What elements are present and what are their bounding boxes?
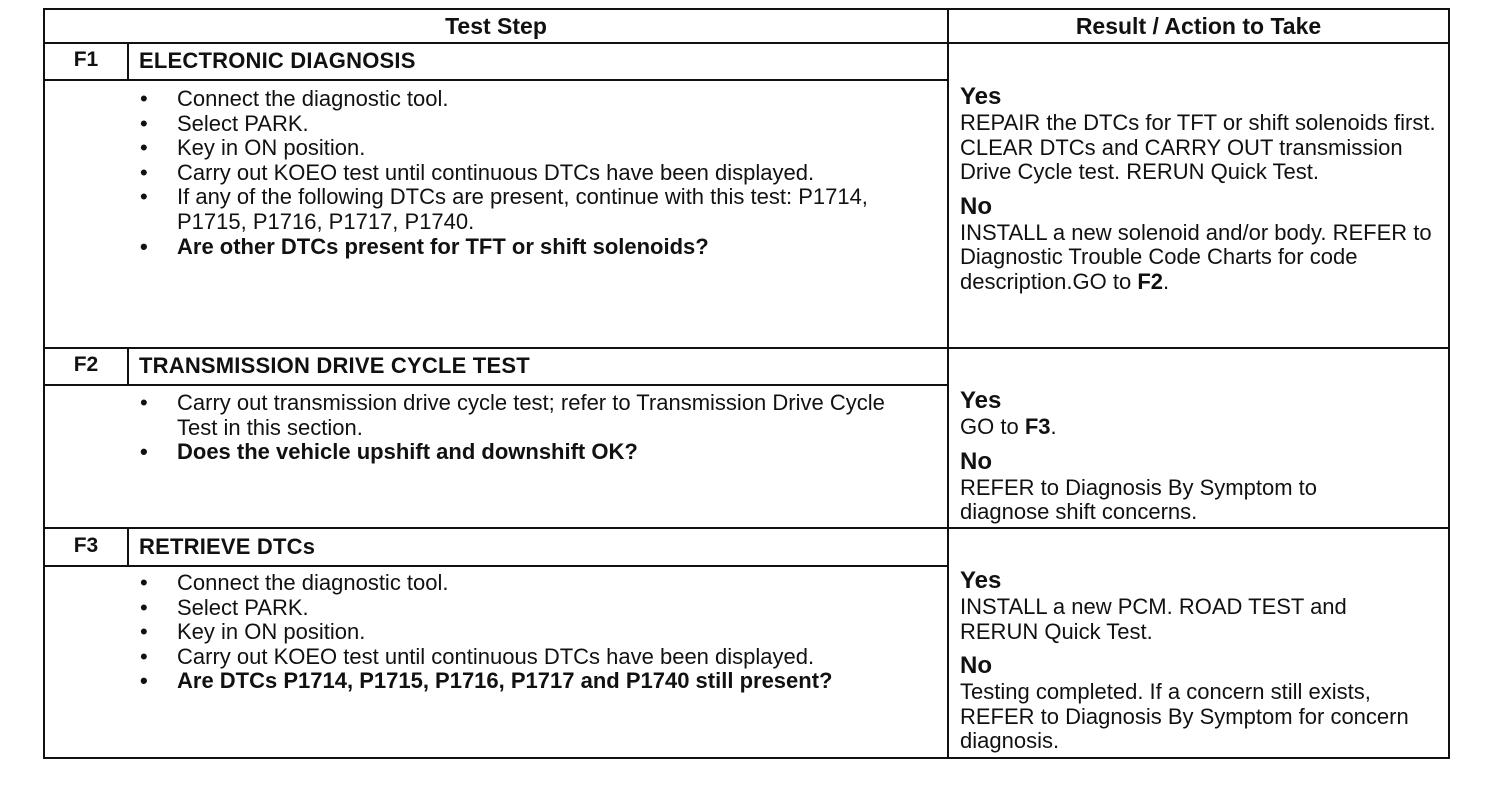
list-item: • Select PARK. xyxy=(140,112,920,137)
yes-label: Yes xyxy=(960,83,1002,110)
f1-section-rule xyxy=(43,347,1450,349)
no-action-text: INSTALL a new solenoid and/or body. REFER to Diagnostic Trouble Code Charts for code description.GO to xyxy=(960,219,1432,294)
step-title-f2: TRANSMISSION DRIVE CYCLE TEST xyxy=(139,353,530,378)
no-action-f2: REFER to Diagnosis By Symptom to diagnose shift concerns. xyxy=(960,474,1318,524)
step-title-f1: ELECTRONIC DIAGNOSIS xyxy=(139,48,416,73)
step-id-f2: F2 xyxy=(73,353,99,376)
no-action-f3: Testing completed. If a concern still exists, REFER to Diagnosis By Symptom for concern diagnosis. xyxy=(960,679,1409,753)
no-action-f1: INSTALL a new solenoid and/or body. REFER to Diagnostic Trouble Code Charts for code description.GO to F2. xyxy=(960,219,1432,294)
f3-id-divider xyxy=(127,528,129,566)
yes-action-f3: INSTALL a new PCM. ROAD TEST and RERUN Quick Test. xyxy=(960,594,1347,644)
list-item: • Carry out KOEO test until continuous DTCs have been displayed. xyxy=(140,645,817,670)
f1-id-divider xyxy=(127,42,129,80)
yes-label: Yes xyxy=(960,567,1002,594)
result-f1 xyxy=(960,83,1448,294)
list-item: • Connect the diagnostic tool. xyxy=(140,87,920,112)
step-ref-f3: F3 xyxy=(1024,414,1051,439)
no-label: No xyxy=(960,192,992,220)
f3-title-rule xyxy=(43,565,948,567)
question-f2: • Does the vehicle upshift and downshift OK? xyxy=(140,440,920,465)
list-item: • Key in ON position. xyxy=(140,136,920,161)
list-item: • Carry out transmission drive cycle test; refer to Transmission Drive Cycle Test in this section. xyxy=(140,391,917,440)
list-item: • If any of the following DTCs are present, continue with this test: P1714, P1715, P1716, P1717, P1740. xyxy=(140,185,917,234)
f2-step-list xyxy=(140,391,920,465)
step-title-f3: RETRIEVE DTCs xyxy=(139,534,316,559)
f1-title-rule xyxy=(43,79,948,81)
list-item: • Key in ON position. xyxy=(140,620,920,645)
list-item: • Connect the diagnostic tool. xyxy=(140,571,920,596)
f2-title-rule xyxy=(43,384,948,386)
yes-action-f2: GO to F3. xyxy=(960,414,1057,439)
header-rule xyxy=(43,42,1450,44)
f2-section-rule xyxy=(43,527,1450,529)
f1-step-list xyxy=(140,87,920,259)
no-label: No xyxy=(960,447,992,475)
yes-action-f1: REPAIR the DTCs for TFT or shift solenoids first. CLEAR DTCs and CARRY OUT transmission Drive Cycle test. RERUN Quick Test. xyxy=(960,110,1436,184)
result-f3 xyxy=(960,567,1448,754)
list-item: • Carry out KOEO test until continuous DTCs have been displayed. xyxy=(140,161,817,186)
header-test-step: Test Step xyxy=(445,13,547,39)
no-label: No xyxy=(960,652,992,679)
step-id-f1: F1 xyxy=(73,48,99,71)
step-id-f3: F3 xyxy=(73,534,99,557)
list-item: • Select PARK. xyxy=(140,596,920,621)
question-f1: • Are other DTCs present for TFT or shift solenoids? xyxy=(140,235,920,260)
question-f3: • Are DTCs P1714, P1715, P1716, P1717 and P1740 still present? xyxy=(140,669,857,694)
result-f2 xyxy=(960,387,1448,525)
f2-id-divider xyxy=(127,348,129,385)
yes-label: Yes xyxy=(960,387,1002,414)
header-result-action: Result / Action to Take xyxy=(1075,13,1322,39)
step-ref-f2: F2 xyxy=(1137,268,1163,294)
f3-step-list xyxy=(140,571,920,694)
